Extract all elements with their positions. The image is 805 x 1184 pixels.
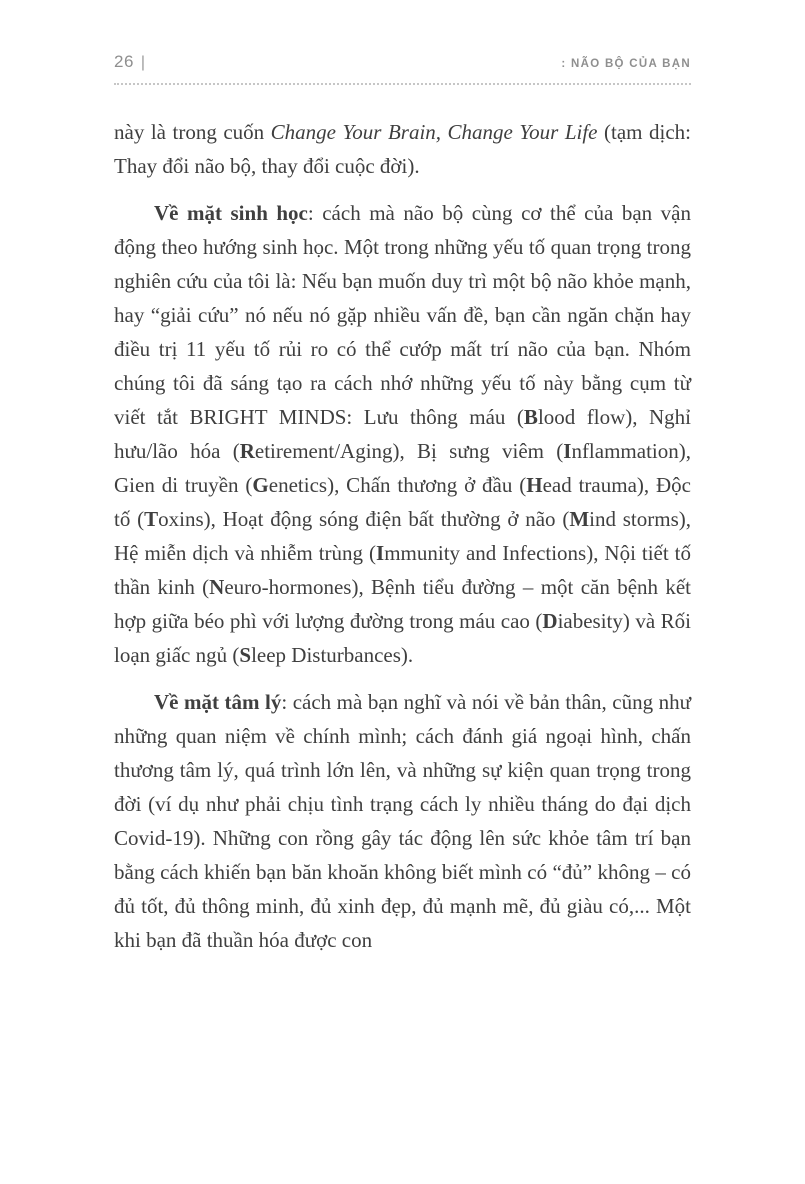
text-run: leep Disturbances). xyxy=(251,643,414,667)
body-text xyxy=(114,115,691,957)
text-run: ead trauma), Độc tố ( xyxy=(114,473,691,531)
page-number-separator: | xyxy=(140,54,146,71)
page-header xyxy=(114,52,691,72)
text-run: S xyxy=(239,643,252,667)
text-run: Change Your Brain, Change Your Life xyxy=(270,120,598,144)
text-run: này là trong cuốn xyxy=(114,120,271,144)
text-run: etirement/Aging), Bị sưng viêm ( xyxy=(254,439,564,463)
text-run: euro-hormones), Bệnh tiểu đường – một căn bệnh kết hợp giữa béo phì với lượng đường trong máu cao ( xyxy=(114,575,692,633)
page-number: 26 xyxy=(114,52,134,71)
text-run: T xyxy=(144,507,159,531)
running-title: : NÃO BỘ CỦA BẠN xyxy=(561,58,691,70)
text-run: iabesity) và Rối loạn giấc ngủ ( xyxy=(114,609,691,667)
text-run: Về mặt sinh học xyxy=(154,201,308,225)
text-run: H xyxy=(526,473,543,497)
text-run: M xyxy=(569,507,590,531)
text-run: R xyxy=(239,439,255,463)
paragraph xyxy=(114,685,691,957)
text-run: enetics), Chấn thương ở đầu ( xyxy=(268,473,527,497)
text-run: lood flow), Nghỉ hưu/lão hóa ( xyxy=(114,405,691,463)
text-run: G xyxy=(252,473,269,497)
header-dotted-rule xyxy=(114,83,691,85)
text-run: I xyxy=(563,439,572,463)
text-run: mmunity and Infections), Nội tiết tố thần kinh ( xyxy=(114,541,691,599)
text-run: (tạm dịch: Thay đổi não bộ, thay đổi cuộc đời). xyxy=(114,120,691,178)
text-run: Về mặt tâm lý xyxy=(154,690,282,714)
paragraph xyxy=(114,115,691,183)
text-run: ind storms), Hệ miễn dịch và nhiễm trùng ( xyxy=(114,507,692,565)
text-run: B xyxy=(523,405,538,429)
paragraph xyxy=(114,196,691,672)
text-run: nflammation), Gien di truyền ( xyxy=(114,439,691,497)
text-run: oxins), Hoạt động sóng điện bất thường ở não ( xyxy=(158,507,570,531)
text-run: D xyxy=(542,609,558,633)
text-run: : cách mà bạn nghĩ và nói về bản thân, cũng như những quan niệm về chính mình; cách đánh giá ngoại hình, chấn thương tâm lý, quá trình lớn lên, và những sự kiện quan trọng trong đời (ví dụ như phải chịu tình trạng cách ly nhiều tháng do đại dịch Covid-19). Những con rồng gây tác động lên sức khỏe tâm trí bạn bằng cách khiến bạn băn khoăn không biết mình có “đủ” không – có đủ tốt, đủ thông minh, đủ xinh đẹp, đủ mạnh mẽ, đủ giàu có,... Một khi bạn đã thuần hóa được con xyxy=(114,690,692,952)
text-run: I xyxy=(376,541,385,565)
text-run: : cách mà não bộ cùng cơ thể của bạn vận động theo hướng sinh học. Một trong những yếu tố quan trọng trong nghiên cứu của tôi là: Nếu bạn muốn duy trì một bộ não khỏe mạnh, hay “giải cứu” nó nếu nó gặp nhiều vấn đề, bạn cần ngăn chặn hay điều trị 11 yếu tố rủi ro có thể cướp mất trí não của bạn. Nhóm chúng tôi đã sáng tạo ra cách nhớ những yếu tố này bằng cụm từ viết tắt BRIGHT MINDS: Lưu thông máu ( xyxy=(114,201,691,429)
text-run: N xyxy=(209,575,225,599)
